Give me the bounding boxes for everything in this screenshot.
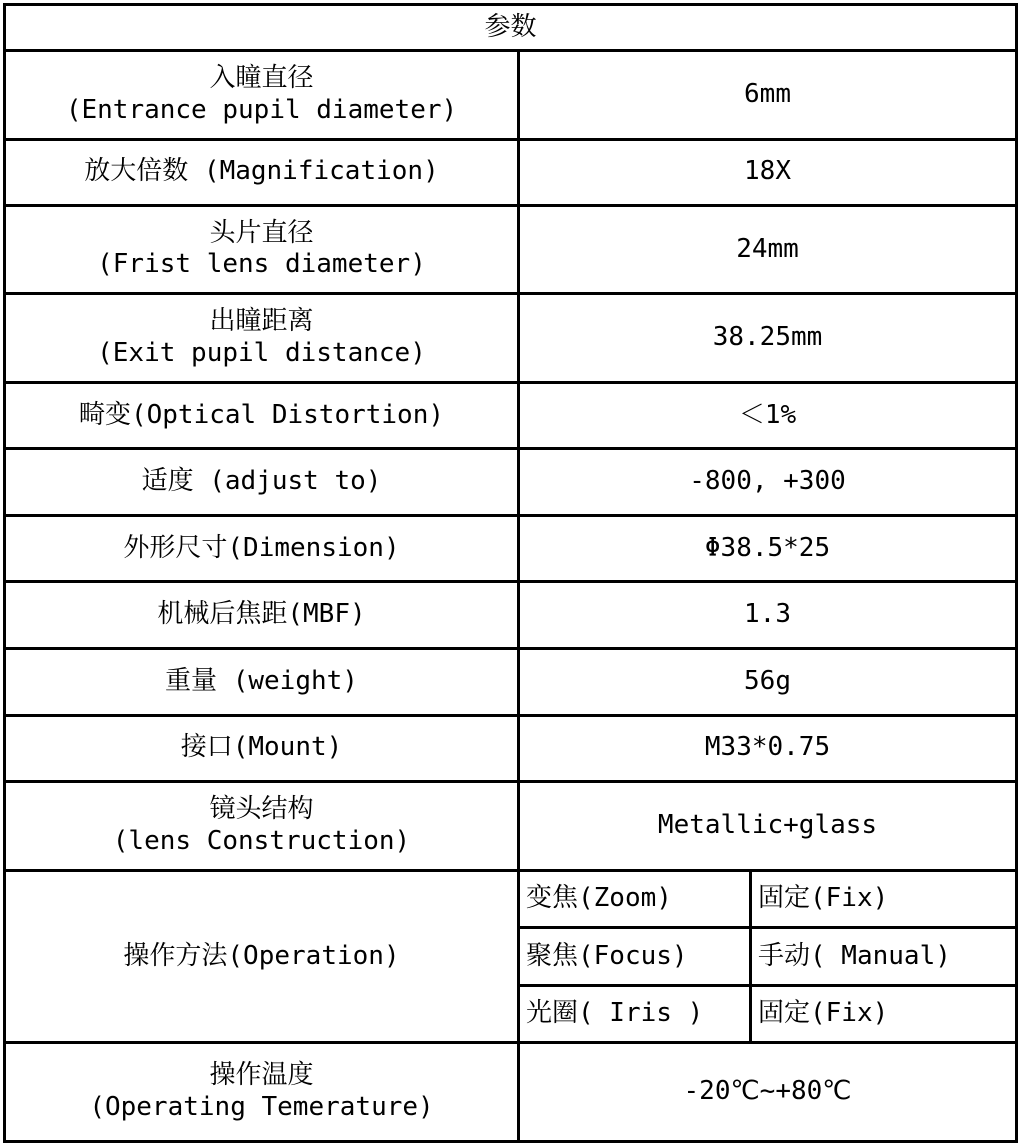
table-row bbox=[5, 649, 1017, 716]
row-value: 1.3 bbox=[519, 582, 1017, 649]
label-en: (Frist lens diameter) bbox=[97, 249, 426, 280]
table-row bbox=[5, 515, 1017, 582]
row-value: 38.25mm bbox=[519, 294, 1017, 383]
table-header-row bbox=[5, 5, 1017, 51]
row-label: 适度 (adjust to) bbox=[5, 449, 519, 516]
row-label: 接口(Mount) bbox=[5, 715, 519, 782]
row-label bbox=[5, 782, 519, 871]
label-cn: 操作温度 bbox=[209, 1060, 314, 1091]
operation-row bbox=[5, 870, 1017, 927]
table-row bbox=[5, 51, 1017, 140]
table-row bbox=[5, 449, 1017, 516]
operation-item-name: 聚焦(Focus) bbox=[519, 928, 751, 985]
label-cn: 入瞳直径 bbox=[209, 63, 314, 94]
row-label: 畸变(Optical Distortion) bbox=[5, 382, 519, 449]
row-value: M33*0.75 bbox=[519, 715, 1017, 782]
row-value: 6mm bbox=[519, 51, 1017, 140]
row-label: 重量 (weight) bbox=[5, 649, 519, 716]
row-label bbox=[5, 205, 519, 294]
table-row bbox=[5, 782, 1017, 871]
operation-item-value: 固定(Fix) bbox=[751, 985, 1017, 1042]
table-row bbox=[5, 294, 1017, 383]
table-row bbox=[5, 715, 1017, 782]
table-title: 参数 bbox=[5, 5, 1017, 51]
row-value: ＜1% bbox=[519, 382, 1017, 449]
label-cn: 镜头结构 bbox=[209, 794, 314, 825]
spec-table bbox=[3, 3, 1018, 1143]
label-cn: 头片直径 bbox=[209, 217, 314, 248]
label-cn: 出瞳距离 bbox=[209, 306, 314, 337]
operation-item-name: 变焦(Zoom) bbox=[519, 870, 751, 927]
label-en: (Exit pupil distance) bbox=[97, 338, 426, 369]
row-value: -20℃~+80℃ bbox=[519, 1043, 1017, 1142]
row-label bbox=[5, 1043, 519, 1142]
table-row bbox=[5, 1043, 1017, 1142]
table-row bbox=[5, 382, 1017, 449]
row-value: Φ38.5*25 bbox=[519, 515, 1017, 582]
table-row bbox=[5, 140, 1017, 206]
operation-item-value: 固定(Fix) bbox=[751, 870, 1017, 927]
row-value: 56g bbox=[519, 649, 1017, 716]
row-value: 18X bbox=[519, 140, 1017, 206]
row-label: 外形尺寸(Dimension) bbox=[5, 515, 519, 582]
row-label: 放大倍数 (Magnification) bbox=[5, 140, 519, 206]
row-value: -800, +300 bbox=[519, 449, 1017, 516]
table-row bbox=[5, 205, 1017, 294]
operation-item-name: 光圈( Iris ) bbox=[519, 985, 751, 1042]
table-row bbox=[5, 582, 1017, 649]
operation-item-value: 手动( Manual) bbox=[751, 928, 1017, 985]
label-en: (Entrance pupil diameter) bbox=[65, 95, 458, 126]
row-label: 机械后焦距(MBF) bbox=[5, 582, 519, 649]
label-en: (lens Construction) bbox=[112, 825, 411, 856]
operation-label: 操作方法(Operation) bbox=[5, 870, 519, 1042]
label-en: (Operating Temerature) bbox=[89, 1092, 434, 1123]
row-value: Metallic+glass bbox=[519, 782, 1017, 871]
row-label bbox=[5, 294, 519, 383]
row-label bbox=[5, 51, 519, 140]
row-value: 24mm bbox=[519, 205, 1017, 294]
